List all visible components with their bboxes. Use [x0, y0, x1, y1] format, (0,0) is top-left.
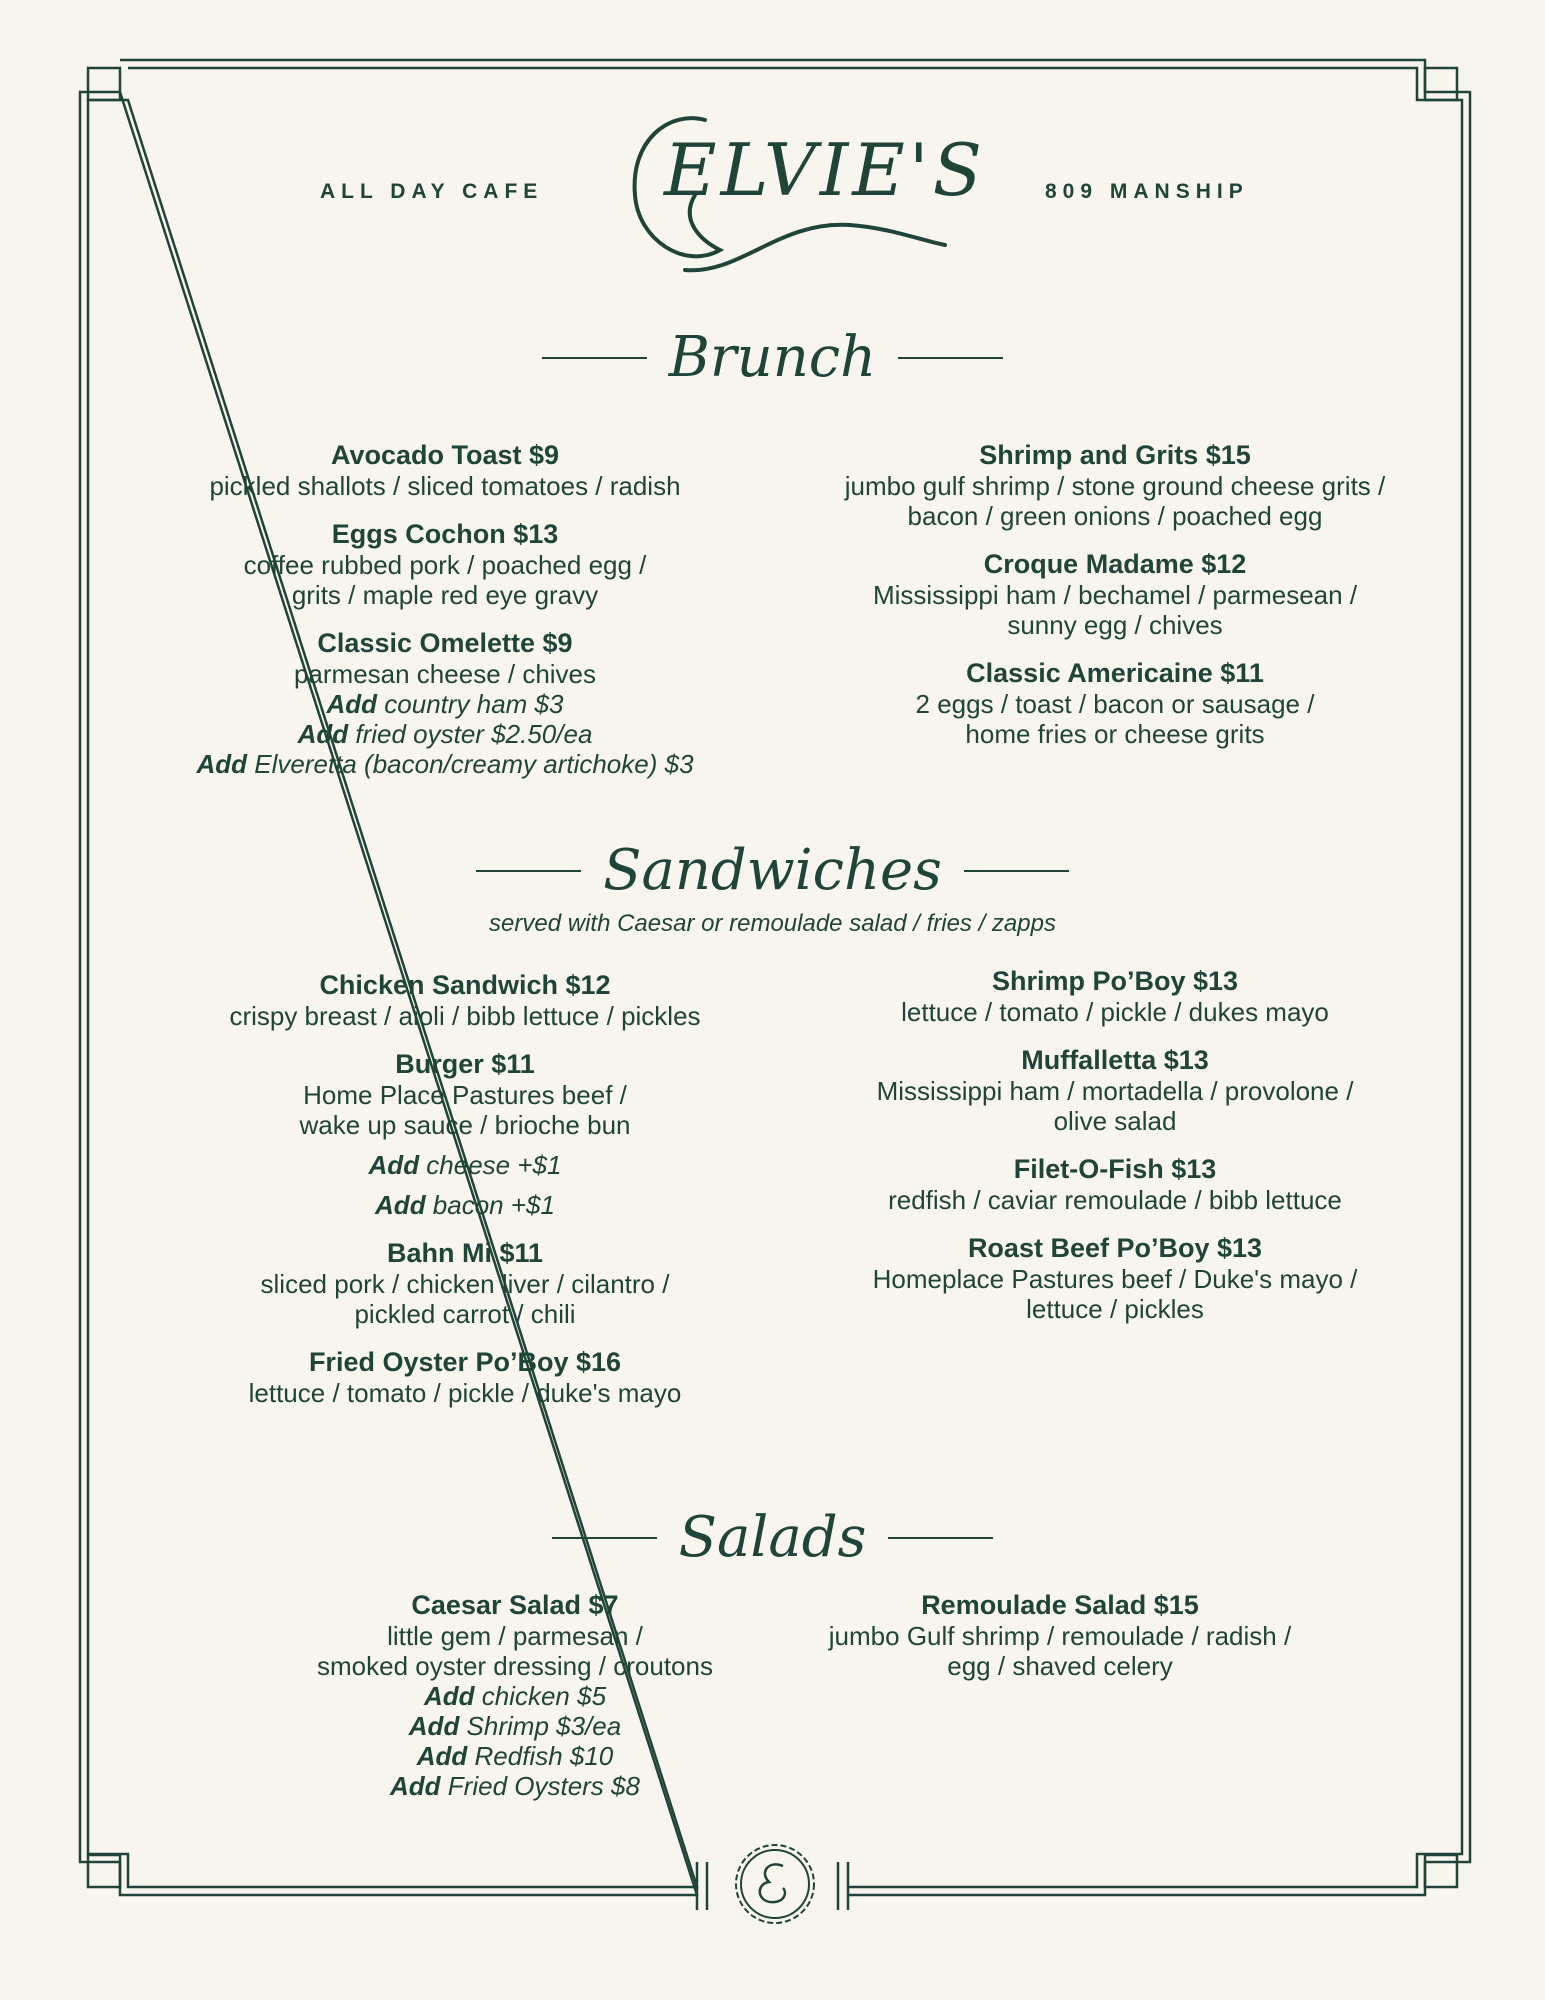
menu-item [180, 1238, 750, 1329]
menu-item-description: 2 eggs / toast / bacon or sausage / [915, 689, 1315, 719]
menu-item-name: Filet-O-Fish $13 [1013, 1154, 1217, 1184]
addon-text: cheese +$1 [419, 1150, 562, 1180]
menu-item [800, 440, 1430, 531]
menu-item-description: jumbo gulf shrimp / stone ground cheese grits / [844, 471, 1386, 501]
sandwiches-left-column [180, 970, 750, 1426]
menu-item-name: Bahn Mi $11 [386, 1238, 544, 1268]
menu-item [260, 1590, 770, 1801]
menu-item-description: pickled shallots / sliced tomatoes / radish [209, 471, 681, 501]
menu-item-name: Classic Omelette $9 [317, 628, 573, 658]
menu-item [800, 658, 1430, 749]
menu-item [800, 549, 1430, 640]
menu-item-addon [260, 1771, 770, 1801]
menu-item-addon [180, 1150, 750, 1180]
menu-item-name: Shrimp and Grits $15 [979, 440, 1251, 470]
menu-item-description: Mississippi ham / mortadella / provolone / [876, 1076, 1354, 1106]
rule-right [888, 1537, 993, 1539]
menu-item-description: sliced pork / chicken liver / cilantro / [260, 1269, 670, 1299]
addon-label: Add [375, 1190, 426, 1220]
rule-right [964, 870, 1069, 872]
salads-left-column [260, 1590, 770, 1819]
addon-text: Redfish $10 [467, 1741, 614, 1771]
section-title-brunch [0, 325, 1545, 390]
rule-right [898, 357, 1003, 359]
addon-label: Add [423, 1681, 475, 1711]
menu-item-description: pickled carrot / chili [354, 1299, 576, 1329]
menu-item-name: Caesar Salad $7 [411, 1590, 619, 1620]
menu-item [830, 1233, 1400, 1324]
menu-item-name: Chicken Sandwich $12 [319, 970, 611, 1000]
addon-text: bacon +$1 [425, 1190, 555, 1220]
menu-item-description: bacon / green onions / poached egg [907, 501, 1323, 531]
menu-item-description: crispy breast / aioli / bibb lettuce / pickles [229, 1001, 701, 1031]
section-heading: Salads [678, 1505, 867, 1570]
menu-item-name: Roast Beef Po’Boy $13 [967, 1233, 1263, 1263]
menu-item-description: egg / shaved celery [947, 1651, 1173, 1681]
menu-item [160, 440, 730, 501]
menu-item [830, 1045, 1400, 1136]
menu-item-description: sunny egg / chives [1007, 610, 1223, 640]
addon-label: Add [416, 1741, 468, 1771]
addon-label: Add [368, 1150, 420, 1180]
menu-item-description: lettuce / tomato / pickle / duke's mayo [248, 1378, 682, 1408]
addon-label: Add [326, 689, 378, 719]
section-heading: Brunch [668, 325, 877, 390]
menu-item-description: lettuce / tomato / pickle / dukes mayo [901, 997, 1329, 1027]
salads-right-column [780, 1590, 1340, 1699]
menu-item [160, 519, 730, 610]
menu-item-addon [180, 1190, 750, 1220]
menu-item-name: Burger $11 [395, 1049, 535, 1079]
addon-text: chicken $5 [474, 1681, 607, 1711]
menu-item-addon [160, 749, 730, 779]
addon-label: Add [196, 749, 247, 779]
brunch-left-column [160, 440, 730, 797]
menu-item [180, 970, 750, 1031]
addon-text: country ham $3 [377, 689, 564, 719]
menu-item-description: Homeplace Pastures beef / Duke's mayo / [872, 1264, 1358, 1294]
menu-item-addon [160, 719, 730, 749]
menu-item-name: Shrimp Po’Boy $13 [991, 966, 1239, 996]
addon-label: Add [390, 1771, 441, 1801]
menu-item-description: grits / maple red eye gravy [291, 580, 599, 610]
menu-item-description: redfish / caviar remoulade / bibb lettuce [888, 1185, 1342, 1215]
menu-item-name: Avocado Toast $9 [330, 440, 560, 470]
monogram-seal [733, 1842, 817, 1926]
menu-item-addon [160, 689, 730, 719]
menu-item-description: parmesan cheese / chives [293, 659, 597, 689]
menu-item-addon [260, 1741, 770, 1771]
menu-item-description: little gem / parmesan / [387, 1621, 643, 1651]
addon-text: Fried Oysters $8 [440, 1771, 640, 1801]
rule-left [476, 870, 581, 872]
menu-item [160, 628, 730, 779]
menu-item-addon [260, 1681, 770, 1711]
menu-item-name: Muffalletta $13 [1021, 1045, 1209, 1075]
menu-item-description: Mississippi ham / bechamel / parmesean / [872, 580, 1358, 610]
menu-item [180, 1049, 750, 1220]
elvies-logo [610, 100, 986, 290]
logo-text: ELVIE'S [664, 128, 986, 212]
menu-item-name: Classic Americaine $11 [966, 658, 1264, 688]
addon-label: Add [297, 719, 349, 749]
sandwiches-right-column [830, 966, 1400, 1342]
section-title-sandwiches [0, 838, 1545, 903]
cafe-address: 809 MANSHIP [1045, 180, 1249, 203]
menu-item [780, 1590, 1340, 1681]
section-title-salads [0, 1505, 1545, 1570]
menu-item-description: jumbo Gulf shrimp / remoulade / radish / [828, 1621, 1292, 1651]
addon-label: Add [408, 1711, 460, 1741]
menu-item-description: olive salad [1053, 1106, 1177, 1136]
menu-item [180, 1347, 750, 1408]
rule-left [552, 1537, 657, 1539]
menu-item-name: Fried Oyster Po’Boy $16 [308, 1347, 622, 1377]
menu-item [830, 966, 1400, 1027]
section-heading: Sandwiches [603, 838, 942, 903]
menu-item-addon [260, 1711, 770, 1741]
sandwiches-subtitle: served with Caesar or remoulade salad / fries / zapps [489, 910, 1056, 937]
addon-text: Elveretta (bacon/creamy artichoke) $3 [247, 749, 694, 779]
menu-item-description: coffee rubbed pork / poached egg / [243, 550, 647, 580]
addon-text: fried oyster $2.50/ea [348, 719, 593, 749]
brunch-right-column [800, 440, 1430, 767]
cafe-tagline: ALL DAY CAFE [320, 180, 544, 203]
menu-item-name: Remoulade Salad $15 [921, 1590, 1199, 1620]
menu-item [830, 1154, 1400, 1215]
addon-text: Shrimp $3/ea [459, 1711, 622, 1741]
menu-item-description: lettuce / pickles [1026, 1294, 1204, 1324]
menu-item-description: smoked oyster dressing / croutons [317, 1651, 713, 1681]
menu-item-description: Home Place Pastures beef / [303, 1080, 627, 1110]
rule-left [542, 357, 647, 359]
menu-item-name: Croque Madame $12 [983, 549, 1247, 579]
menu-item-description: home fries or cheese grits [965, 719, 1265, 749]
menu-item-description: wake up sauce / brioche bun [299, 1110, 631, 1140]
menu-item-name: Eggs Cochon $13 [331, 519, 559, 549]
